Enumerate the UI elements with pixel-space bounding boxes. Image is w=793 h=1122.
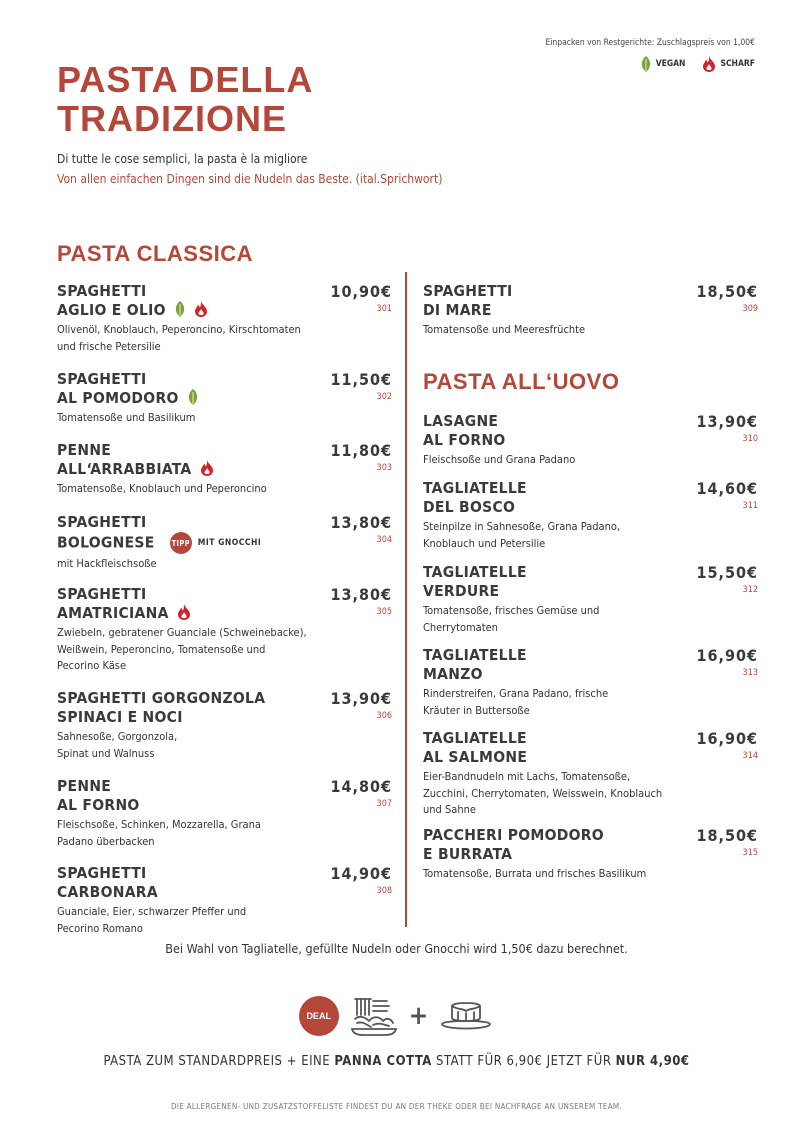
item-name: SPAGHETTI DI MARE bbox=[423, 282, 513, 319]
item-name: TAGLIATELLE AL SALMONE bbox=[423, 729, 528, 766]
item-price: 14,80€ bbox=[330, 777, 392, 796]
item-name: TAGLIATELLE DEL BOSCO bbox=[423, 479, 527, 516]
menu-item-302 bbox=[57, 370, 392, 427]
subtitle-italian: Di tutte le cose semplici, la pasta è la migliore bbox=[57, 152, 308, 166]
leaf-icon bbox=[187, 389, 199, 405]
item-name: LASAGNE AL FORNO bbox=[423, 412, 506, 449]
allergen-footer: DIE ALLERGENEN- UND ZUSATZSTOFFELISTE FINDEST DU AN DER THEKE ODER BEI NACHFRAGE AN UNSEREM TEAM. bbox=[170, 1102, 623, 1111]
flame-icon bbox=[194, 301, 208, 317]
menu-item-307 bbox=[57, 777, 392, 850]
item-name: PACCHERI POMODORO E BURRATA bbox=[423, 826, 604, 863]
leaf-icon bbox=[174, 301, 186, 317]
menu-item-313 bbox=[423, 646, 758, 719]
item-number: 310 bbox=[742, 434, 758, 444]
item-number: 306 bbox=[376, 711, 392, 721]
panna-cotta-icon bbox=[438, 998, 494, 1034]
menu-item-315 bbox=[423, 826, 758, 883]
item-name: SPAGHETTI AMATRICIANA bbox=[57, 585, 392, 623]
item-price: 15,50€ bbox=[696, 563, 758, 582]
item-description: Rinderstreifen, Grana Padano, frische Kräuter in Buttersoße bbox=[423, 687, 609, 717]
leaf-icon bbox=[640, 56, 652, 72]
pasta-plate-icon bbox=[349, 995, 399, 1037]
menu-item-306 bbox=[57, 689, 392, 762]
item-description: Steinpilze in Sahnesoße, Grana Padano, Knoblauch und Petersilie bbox=[423, 520, 621, 550]
item-number: 301 bbox=[376, 304, 392, 314]
item-description: Eier-Bandnudeln mit Lachs, Tomatensoße, Zucchini, Cherrytomaten, Weisswein, Knoblauch und Sahne bbox=[423, 770, 663, 816]
item-price: 16,90€ bbox=[696, 729, 758, 748]
item-number: 309 bbox=[742, 304, 758, 314]
deal-row bbox=[0, 995, 793, 1037]
item-price: 18,50€ bbox=[696, 826, 758, 845]
item-number: 312 bbox=[742, 585, 758, 595]
item-name: SPAGHETTI GORGONZOLA SPINACI E NOCI bbox=[57, 689, 266, 726]
subtitle-german: Von allen einfachen Dingen sind die Nudeln das Beste. (ital.Sprichwort) bbox=[57, 172, 443, 186]
item-description: Tomatensoße, Knoblauch und Peperoncino bbox=[57, 482, 267, 495]
item-number: 302 bbox=[376, 392, 392, 402]
menu-item-309 bbox=[423, 282, 758, 339]
item-price: 13,80€ bbox=[330, 513, 392, 532]
deal-text: PASTA ZUM STANDARDPREIS + EINE PANNA COTTA STATT FÜR 6,90€ JETZT FÜR NUR 4,90€ bbox=[103, 1054, 690, 1069]
item-name: SPAGHETTI AL POMODORO bbox=[57, 370, 392, 408]
menu-item-305 bbox=[57, 585, 392, 675]
item-price: 14,60€ bbox=[696, 479, 758, 498]
item-description: Tomatensoße, Burrata und frisches Basilikum bbox=[423, 867, 647, 880]
item-price: 11,80€ bbox=[330, 441, 392, 460]
item-name: PENNE ALL‘ARRABBIATA bbox=[57, 441, 392, 479]
tipp-text: MIT GNOCCHI bbox=[197, 537, 262, 548]
section-title-classica: PASTA CLASSICA bbox=[57, 241, 254, 266]
plus-sign: + bbox=[408, 1001, 429, 1031]
section-title-uovo: PASTA ALL‘UOVO bbox=[423, 369, 620, 394]
item-price: 14,90€ bbox=[330, 864, 392, 883]
flame-icon bbox=[702, 56, 716, 72]
item-description: Zwiebeln, gebratener Guanciale (Schweinebacke), Weißwein, Peperoncino, Tomatensoße und Pecorino Käse bbox=[57, 626, 307, 672]
menu-item-312 bbox=[423, 563, 758, 636]
item-description: Tomatensoße, frisches Gemüse und Cherrytomaten bbox=[423, 604, 600, 634]
menu-item-304 bbox=[57, 513, 392, 573]
tipp-circle: TIPP bbox=[170, 532, 192, 554]
item-description: Fleischsoße und Grana Padano bbox=[423, 453, 576, 466]
item-number: 315 bbox=[742, 848, 758, 858]
column-divider bbox=[405, 272, 407, 927]
deal-badge: DEAL bbox=[299, 996, 339, 1036]
item-price: 18,50€ bbox=[696, 282, 758, 301]
item-description: Olivenöl, Knoblauch, Peperoncino, Kirschtomaten und frische Petersilie bbox=[57, 323, 301, 353]
legend-vegan-label: VEGAN bbox=[655, 59, 686, 69]
item-number: 314 bbox=[742, 751, 758, 761]
legend-spicy-label: SCHARF bbox=[720, 59, 755, 69]
flame-icon bbox=[200, 460, 214, 476]
item-price: 13,90€ bbox=[330, 689, 392, 708]
deal-price: NUR 4,90€ bbox=[615, 1054, 690, 1069]
item-number: 304 bbox=[376, 535, 392, 545]
menu-item-310 bbox=[423, 412, 758, 469]
legend-vegan bbox=[637, 56, 686, 72]
menu-item-301 bbox=[57, 282, 392, 355]
item-description: Fleischsoße, Schinken, Mozzarella, Grana Padano überbacken bbox=[57, 818, 261, 848]
item-description: Sahnesoße, Gorgonzola, Spinat und Walnuss bbox=[57, 730, 178, 760]
item-number: 305 bbox=[376, 607, 392, 617]
flame-icon bbox=[177, 604, 191, 620]
item-name: SPAGHETTI CARBONARA bbox=[57, 864, 158, 901]
page-title: PASTA DELLA TRADIZIONE bbox=[57, 59, 312, 139]
menu-item-303 bbox=[57, 441, 392, 498]
item-number: 303 bbox=[376, 463, 392, 473]
legend-spicy bbox=[699, 56, 755, 72]
menu-item-311 bbox=[423, 479, 758, 552]
menu-item-308 bbox=[57, 864, 392, 937]
item-name: TAGLIATELLE MANZO bbox=[423, 646, 527, 683]
menu-item-314 bbox=[423, 729, 758, 819]
item-number: 313 bbox=[742, 668, 758, 678]
deal-dessert: PANNA COTTA bbox=[334, 1054, 432, 1069]
takeaway-note: Einpacken von Restgerichte: Zuschlagspreis von 1,00€ bbox=[545, 38, 755, 48]
item-name: SPAGHETTI AGLIO E OLIO bbox=[57, 282, 392, 320]
item-name: PENNE AL FORNO bbox=[57, 777, 140, 814]
surcharge-note: Bei Wahl von Tagliatelle, gefüllte Nudeln oder Gnocchi wird 1,50€ dazu berechnet. bbox=[165, 941, 628, 956]
item-description: Guanciale, Eier, schwarzer Pfeffer und Pecorino Romano bbox=[57, 905, 247, 935]
item-description: Tomatensoße und Meeresfrüchte bbox=[423, 323, 586, 336]
item-description: mit Hackfleischsoße bbox=[57, 557, 157, 570]
item-number: 311 bbox=[742, 501, 758, 511]
item-name: TAGLIATELLE VERDURE bbox=[423, 563, 527, 600]
item-name: SPAGHETTI BOLOGNESE TIPP MIT GNOCCHI bbox=[57, 513, 392, 554]
item-price: 16,90€ bbox=[696, 646, 758, 665]
item-price: 13,80€ bbox=[330, 585, 392, 604]
item-price: 13,90€ bbox=[696, 412, 758, 431]
item-number: 307 bbox=[376, 799, 392, 809]
legend bbox=[629, 56, 755, 72]
tipp-badge bbox=[170, 532, 261, 554]
item-number: 308 bbox=[376, 886, 392, 896]
item-description: Tomatensoße und Basilikum bbox=[57, 411, 196, 424]
item-price: 11,50€ bbox=[330, 370, 392, 389]
item-price: 10,90€ bbox=[330, 282, 392, 301]
